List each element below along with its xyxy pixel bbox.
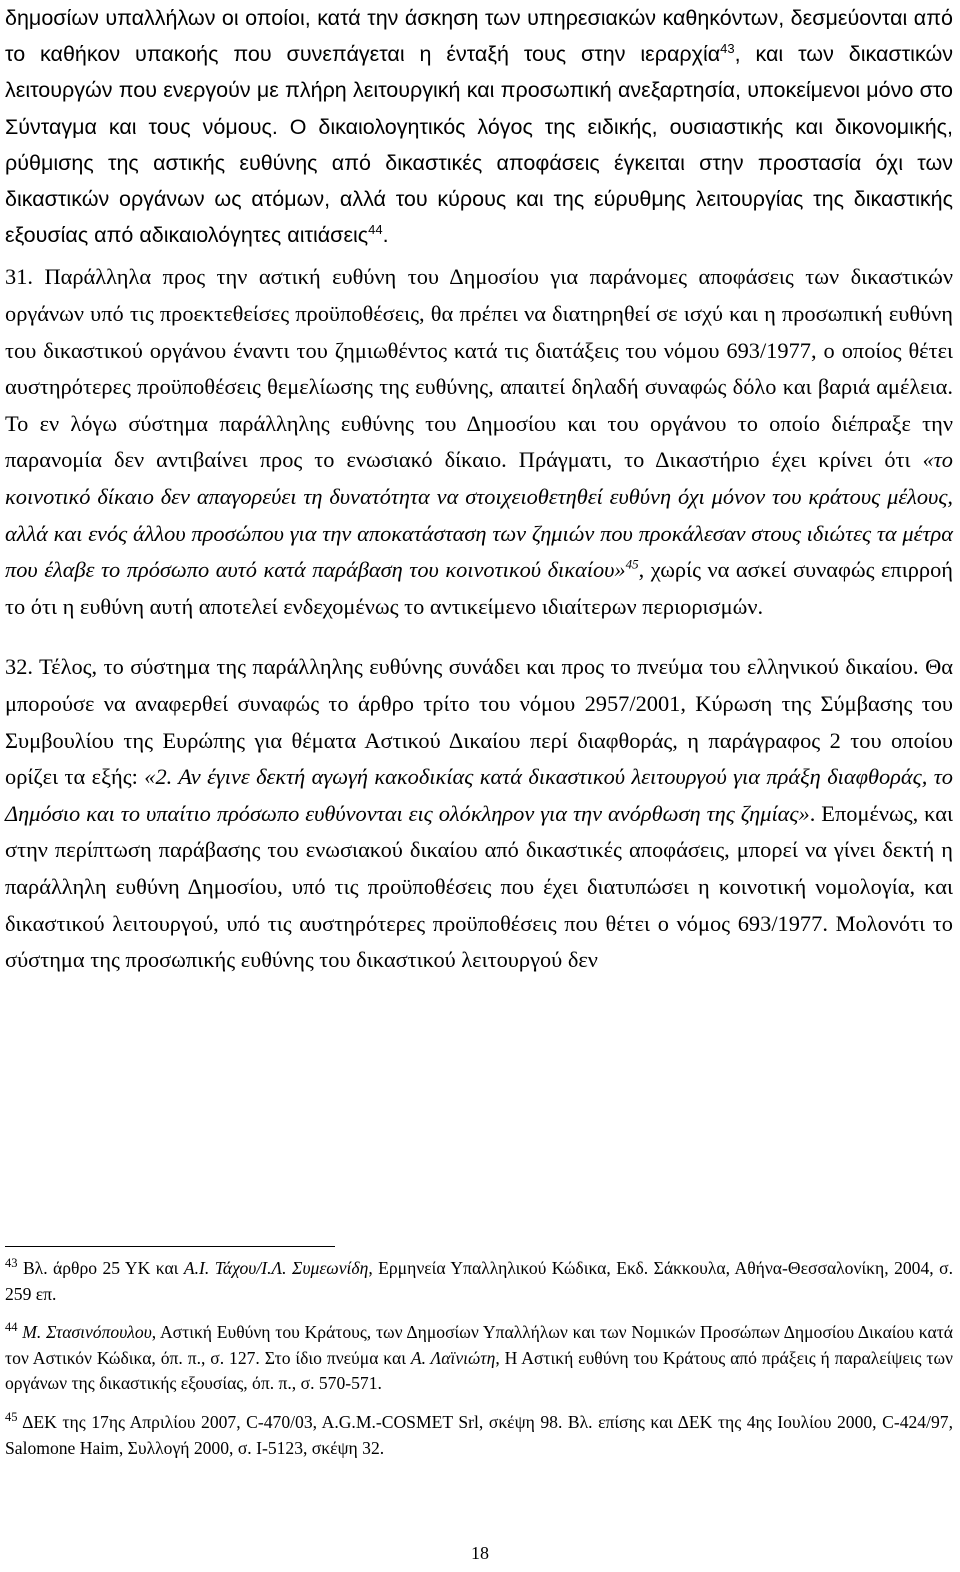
footnotes xyxy=(5,1256,953,1461)
footnote-text: , Αστική Ευθύνη του Κράτους, των Δημοσίων Υπαλλήλων και των Νομικών Προσώπων Δημοσίου Δικαίου κατά τον Αστικόν Κώδικα, όπ. π., σ. 127. Στο ίδιο πνεύμα και xyxy=(5,1322,953,1368)
footnote-number: 44 xyxy=(5,1320,18,1335)
footnote-text: Βλ. άρθρο 25 ΥΚ και xyxy=(17,1258,184,1278)
footnote-text: , Η Αστική ευθύνη του Κράτους από πράξεις ή παραλείψεις των οργάνων της δικαστικής εξουσίας, όπ. π., σ. 570-571. xyxy=(5,1347,953,1394)
paragraph-text: . Επομένως, και στην περίπτωση παράβασης του ενωσιακού δικαίου από δικαστικές αποφάσεις, μπορεί να γίνει δεκτή η παράλληλη ευθύνη Δημοσίου, υπό τις προϋποθέσεις που έχει διατυπώσει η κοινοτική νομολογία, και δικαστικού λειτουργού, υπό τις αυστηρότερες προϋποθέσεις που θέτει ο νόμος 693/1977. Μολονότι το σύστημα της προσωπικής ευθύνης του δικαστικού λειτουργού δεν xyxy=(5,800,954,973)
court-quote: «το κοινοτικό δίκαιο δεν απαγορεύει τη δυνατότητα να στοιχειοθετηθεί ευθύνη όχι μόνον του κράτους μέλους, αλλά και ενός άλλου προσώπου για την αποκατάσταση των ζημιών που προκάλεσαν στους ιδιώτες τα μέτρα που έλαβε το πρόσωπο αυτό κατά παράβαση του κοινοτικού δικαίου» xyxy=(5,447,953,583)
footnote-authors: Μ. Στασινόπουλου xyxy=(22,1322,152,1343)
footnote-ref-44[interactable]: 44 xyxy=(368,222,383,238)
paragraph-text: . xyxy=(382,223,389,248)
footnote-text: , Ερμηνεία Υπαλληλικού Κώδικα, Εκδ. Σάκκουλα, Αθήνα-Θεσσαλονίκη, 2004, σ. 259 επ. xyxy=(5,1258,953,1304)
footnote-number: 45 xyxy=(5,1410,18,1425)
page-number: 18 xyxy=(471,1543,489,1563)
footnote-separator xyxy=(5,1246,335,1247)
paragraph-32 xyxy=(5,649,953,978)
footnote-44 xyxy=(5,1320,953,1397)
footnote-text: ΔΕΚ της 17ης Απριλίου 2007, C-470/03, A.G.M.-COSMET Srl, σκέψη 98. Βλ. επίσης και ΔΕΚ της 4ης Ιουλίου 2000, C-424/97, Salomone Haim, Συλλογή 2000, σ. I-5123, σκέψη 32. xyxy=(5,1411,953,1458)
footnote-ref-45[interactable]: 45 xyxy=(625,556,639,572)
document-page xyxy=(5,0,953,979)
paragraph-intro xyxy=(5,0,953,253)
footnote-43 xyxy=(5,1256,953,1307)
paragraph-text: , και των δικαστικών λειτουργών που ενεργούν με πλήρη λειτουργική και προσωπική ανεξαρτησία, υποκείμενοι μόνο στο Σύνταγμα και τους νόμους. Ο δικαιολογητικός λόγος της ειδικής, ουσιαστικής και δικονομικής, ρύθμισης της αστικής ευθύνης από δικαστικές αποφάσεις έγκειται στην προστασία όχι των δικαστικών οργάνων ως ατόμων, αλλά του κύρους και της εύρυθμης λειτουργίας της δικαστικής εξουσίας από αδικαιολόγητες αιτιάσεις xyxy=(5,42,953,248)
footnote-number: 43 xyxy=(5,1256,18,1271)
footnote-authors: Α.Ι. Τάχου/Ι.Λ. Συμεωνίδη xyxy=(183,1258,369,1278)
footnote-authors: Α. Λαϊνιώτη xyxy=(410,1347,496,1368)
paragraph-text: 31. Παράλληλα προς την αστική ευθύνη του Δημοσίου για παράνομες αποφάσεις των δικαστικών οργάνων υπό τις προεκτεθείσες προϋποθέσεις, θα πρέπει να διατηρηθεί σε ισχύ και η προσωπική ευθύνη του δικαστικού οργάνου έναντι του ζημιωθέντος κατά τις διατάξεις του νόμου 693/1977, ο οποίος θέτει αυστηρότερες προϋποθέσεις θεμελίωσης της ευθύνης, απαιτεί δηλαδή συναφώς δόλο και βαριά αμέλεια. Το εν λόγω σύστημα παράλληλης ευθύνης του Δημοσίου και του οργάνου το οποίο διέπραξε την παρανομία δεν αντιβαίνει προς το ενωσιακό δίκαιο. Πράγματι, το Δικαστήριο έχει κρίνει ότι xyxy=(5,264,953,473)
paragraph-text: , χωρίς να ασκεί συναφώς επιρροή το ότι η ευθύνη αυτή αποτελεί ενδεχομένως το αντικείμενο ιδιαίτερων περιορισμών. xyxy=(5,557,954,619)
paragraph-31 xyxy=(5,259,953,625)
footnote-45 xyxy=(5,1410,953,1461)
paragraph-text: 32. Τέλος, το σύστημα της παράλληλης ευθύνης συνάδει και προς το πνεύμα του ελληνικού δικαίου. Θα μπορούσε να αναφερθεί συναφώς το άρθρο τρίτο του νόμου 2957/2001, Κύρωση της Σύμβασης του Συμβουλίου της Ευρώπης για θέματα Αστικού Δικαίου περί διαφθοράς, η παράγραφος 2 του οποίου ορίζει τα εξής: xyxy=(5,654,953,790)
paragraph-text: δημοσίων υπαλλήλων οι οποίοι, κατά την άσκηση των υπηρεσιακών καθηκόντων, δεσμεύονται από το καθήκον υπακοής που συνεπάγεται η ένταξή τους στην ιεραρχία xyxy=(5,6,953,67)
law-quote: «2. Αν έγινε δεκτή αγωγή κακοδικίας κατά δικαστικού λειτουργού για πράξη διαφθοράς, το Δημόσιο και το υπαίτιο πρόσωπο ευθύνονται εις ολόκληρον για την ανόρθωση της ζημίας» xyxy=(5,764,953,826)
footnote-ref-43[interactable]: 43 xyxy=(720,41,735,57)
